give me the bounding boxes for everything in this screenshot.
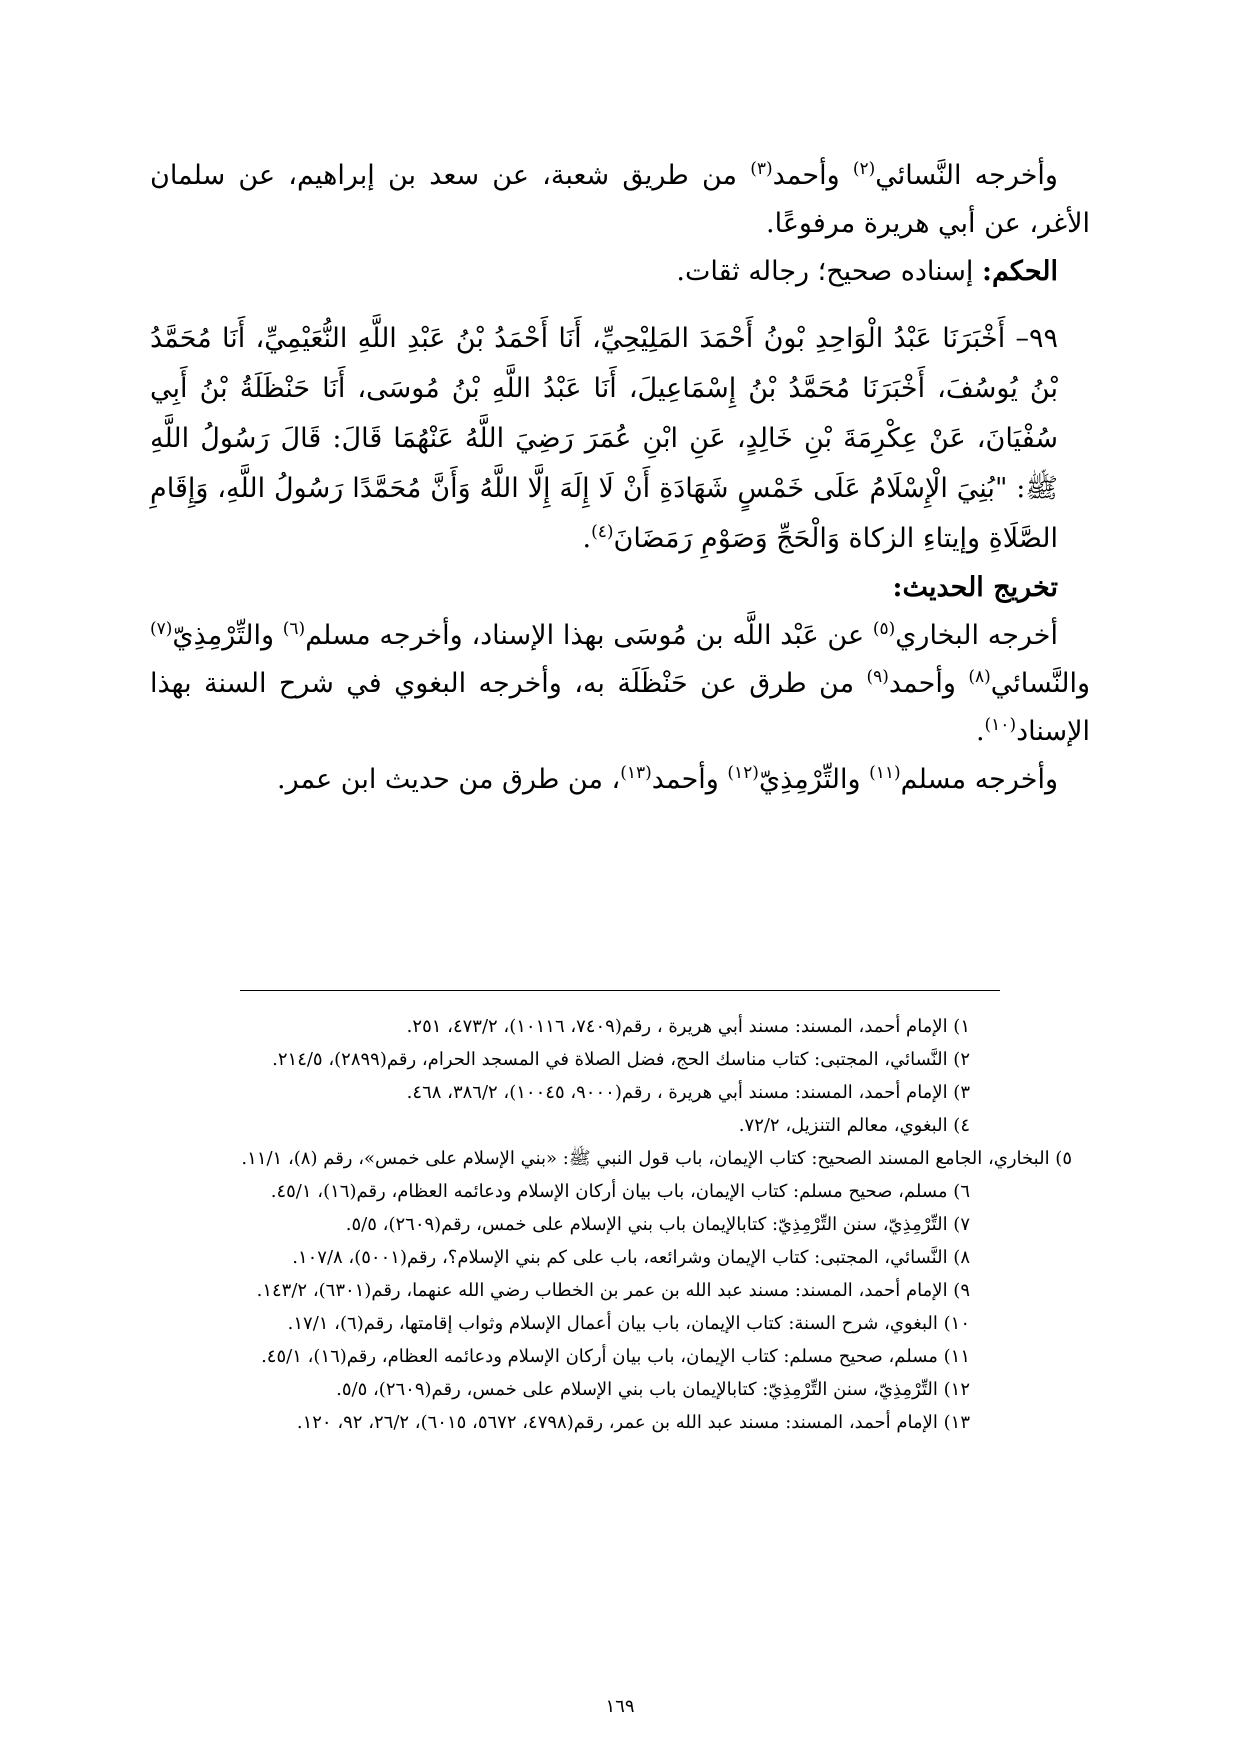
text-run: .: [582, 523, 592, 554]
footnote-3: ٣) الإمام أحمد، المسند: مسند أبي هريرة ، رقم(٩٠٠٠، ١٠٠٤٥)، ٣٨٦/٢، ٤٦٨.: [406, 1082, 970, 1103]
text-run: عن عَبْد اللَّه بن مُوسَى بهذا الإسناد، وأخرجه مسلم: [305, 620, 873, 651]
text-run: وأحمد: [651, 764, 728, 795]
main-text: [150, 152, 1090, 804]
text-run: وأحمد: [772, 160, 853, 191]
page-number: ١٦٩: [605, 1696, 635, 1717]
hadith-number: ٩٩–: [1015, 323, 1058, 354]
footnote-2: ٢) النَّسائي، المجتبى: كتاب مناسك الحج، فضل الصلاة في المسجد الحرام، رقم(٢٨٩٩)، ٢١٤/٥.: [272, 1049, 970, 1070]
footnote-ref[interactable]: (١٣): [620, 763, 652, 783]
text-run: والتِّرْمِذِيّ: [172, 620, 283, 651]
text-run: ، من طرق من حديث ابن عمر.: [276, 764, 621, 795]
hadith-text: أَخْبَرَنَا عَبْدُ الْوَاحِدِ بْونُ أَحْمَدَ المَلِيْحِيِّ، أَنَا أَحْمَدُ بْنُ عَبْدِ اللَّهِ النُّعَيْمِيِّ، أَنَا مُحَمَّدُ بْنُ يُوسُفَ، أَخْبَرَنَا مُحَمَّدُ بْنُ إِسْمَاعِيلَ، أَنَا عَبْدُ اللَّهِ بْنُ مُوسَى، أَنَا حَنْظَلَةُ بْنُ أَبِي سُفْيَانَ، عَنْ عِكْرِمَةَ بْنِ خَالِدٍ، عَنِ ابْنِ عُمَرَ رَضِيَ اللَّهُ عَنْهُمَا قَالَ: قَالَ رَسُولُ اللَّهِ ﷺ: "بُنِيَ الْإِسْلَامُ عَلَى خَمْسٍ شَهَادَةِ أَنْ لَا إِلَهَ إِلَّا اللَّهُ وَأَنَّ مُحَمَّدًا رَسُولُ اللَّهِ، وَإِقَامِ الصَّلَاةِ وإيتاءِ الزكاة وَالْحَجِّ وَصَوْمِ رَمَضَانَ: [150, 323, 1058, 554]
footnote-ref[interactable]: (٥): [872, 619, 896, 639]
text-run: من طرق عن حَنْظَلَة به، وأخرجه البغوي في شرح السنة بهذا الإسناد: [150, 668, 1090, 747]
footnote-1: ١) الإمام أحمد، المسند: مسند أبي هريرة ، رقم(٧٤٠٩، ١٠١١٦)، ٤٧٣/٢، ٢٥١.: [406, 1016, 970, 1037]
text-run: والتِّرْمِذِيّ: [758, 764, 870, 795]
hadith-99: [150, 314, 1090, 564]
footnote-5: ٥) البخاري، الجامع المسند الصحيح: كتاب الإيمان، باب قول النبي ﷺ: «بني الإسلام على خمس»، رقم (٨)، ١١/١.: [241, 1148, 1072, 1169]
ruling-text: إسناده صحيح؛ رجاله ثقات.: [676, 256, 982, 287]
text-run: وأخرجه مسلم: [900, 764, 1058, 795]
footnote-ref[interactable]: (٧): [150, 619, 173, 639]
text-run: والنَّسائي: [990, 668, 1090, 699]
footnote-ref[interactable]: (٢): [852, 159, 876, 179]
footnote-6: ٦) مسلم، صحيح مسلم: كتاب الإيمان، باب بيان أركان الإسلام ودعائمه العظام، رقم(١٦)، ٤٥/١.: [270, 1181, 970, 1202]
paragraph-nasai-ahmad: [150, 152, 1090, 248]
footnote-ref[interactable]: (٣): [750, 159, 773, 179]
text-run: وأخرجه النَّسائي: [875, 160, 1058, 191]
footnote-ref[interactable]: (٤): [591, 522, 614, 542]
paragraph-bukhari: [150, 612, 1090, 756]
footnote-separator: [240, 990, 1000, 991]
footnote-4: ٤) البغوي، معالم التنزيل، ٧٢/٢.: [738, 1115, 970, 1136]
paragraph-muslim: [150, 756, 1090, 804]
ruling-line: [150, 248, 1090, 296]
footnote-ref[interactable]: (١١): [869, 763, 901, 783]
footnote-ref[interactable]: (٩): [866, 667, 889, 687]
footnote-9: ٩) الإمام أحمد، المسند: مسند عبد الله بن عمر بن الخطاب رضي الله عنهما، رقم(٦٣٠١)، ١٤٣/٢.: [256, 1280, 970, 1301]
footnote-7: ٧) التِّرْمِذِيّ، سنن التِّرْمِذِيّ: كتابالإيمان باب بني الإسلام على خمس، رقم(٢٦٠٩)، ٥/٥.: [345, 1214, 970, 1235]
takhrij-heading: تخريج الحديث:: [892, 572, 1058, 603]
footnote-ref[interactable]: (١٢): [727, 763, 759, 783]
footnote-ref[interactable]: (٦): [282, 619, 306, 639]
footnote-ref[interactable]: (١٠): [984, 715, 1017, 735]
footnote-11: ١١) مسلم، صحيح مسلم: كتاب الإيمان، باب بيان أركان الإسلام ودعائمه العظام، رقم(١٦)، ٤٥/١.: [261, 1346, 970, 1367]
text-run: أخرجه البخاري: [895, 620, 1058, 651]
footnote-13: ١٣) الإمام أحمد، المسند: مسند عبد الله بن عمر، رقم(٤٧٩٨، ٥٦٧٢، ٦٠١٥)، ٢٦/٢، ٩٢، ١٢٠.: [296, 1412, 970, 1433]
text-run: وأحمد: [888, 668, 969, 699]
footnote-ref[interactable]: (٨): [968, 667, 991, 687]
footnote-12: ١٢) التِّرْمِذِيّ، سنن التِّرْمِذِيّ: كتابالإيمان باب بني الإسلام على خمس، رقم(٢٦٠٩)، ٥/٥.: [336, 1379, 970, 1400]
text-run: .: [975, 716, 985, 747]
footnote-10: ١٠) البغوي، شرح السنة: كتاب الإيمان، باب بيان أعمال الإسلام وثواب إقامتها، رقم(٦)، ١٧/١.: [287, 1313, 970, 1334]
text-run: من طريق شعبة، عن سعد بن إبراهيم، عن سلمان الأغر، عن أبي هريرة مرفوعًا.: [150, 160, 1090, 239]
footnotes-list: [150, 1010, 1090, 1439]
footnote-8: ٨) النَّسائي، المجتبى: كتاب الإيمان وشرائعه، باب على كم بني الإسلام؟، رقم(٥٠٠١)، ١٠٧/٨.: [292, 1247, 970, 1268]
ruling-label: الحكم:: [981, 256, 1058, 287]
